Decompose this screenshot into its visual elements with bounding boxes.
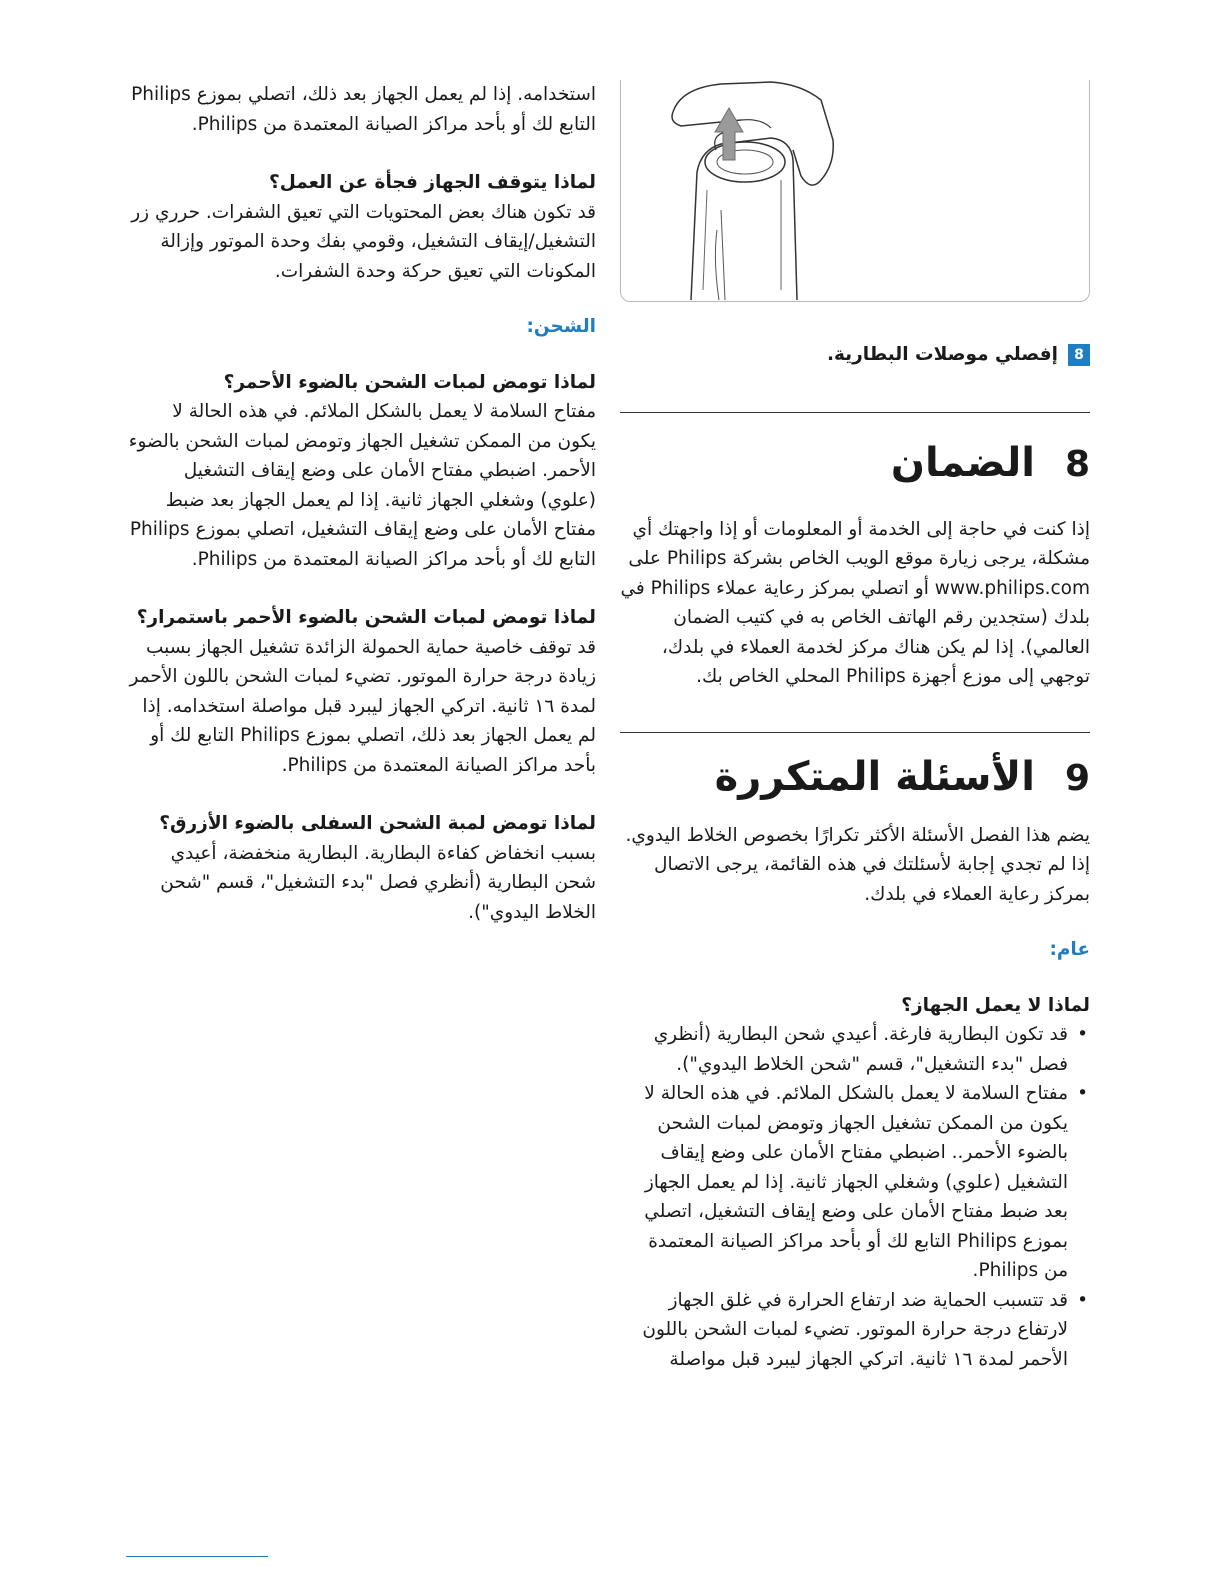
faq-blue-question: لماذا تومض لمبة الشحن السفلى بالضوء الأزرق؟ — [159, 813, 596, 834]
continued-text: استخدامه. إذا لم يعمل الجهاز بعد ذلك، اتصلي بموزع Philips التابع لك أو بأحد مراكز الصيانة المعتمدة من Philips. — [131, 84, 596, 135]
right-column — [620, 80, 1090, 1374]
charging-heading: الشحن: — [526, 316, 596, 337]
left-column — [128, 80, 596, 927]
list-item: • قد تكون البطارية فارغة. أعيدي شحن البطارية (أنظري فصل "بدء التشغيل"، قسم "شحن الخلاط اليدوي"). — [620, 1020, 1090, 1079]
faq-stops-answer: قد تكون هناك بعض المحتويات التي تعيق الشفرات. حرري زر التشغيل/إيقاف التشغيل، وقومي بفك وحدة الموتور وإزالة المكونات التي تعيق حركة وحدة الشفرات. — [131, 201, 596, 282]
list-item: • مفتاح السلامة لا يعمل بالشكل الملائم. في هذه الحالة لا يكون من الممكن تشغيل الجهاز وتومض لمبات الشحن بالضوء الأحمر.. اضبطي مفتاح الأمان على وضع إيقاف التشغيل (علوي) وشغلي الجهاز ثانية. إذا لم يعمل الجهاز بعد ضبط مفتاح الأمان على وضع إيقاف التشغيل، اتصلي بموزع Philips التابع لك أو بأحد مراكز الصيانة المعتمدة من Philips. — [620, 1079, 1090, 1286]
faq-blue-answer: بسبب انخفاض كفاءة البطارية. البطارية منخفضة، أعيدي شحن البطارية (أنظري فصل "بدء التشغيل"، قسم "شحن الخلاط اليدوي"). — [160, 842, 596, 923]
faq-title-text: الأسئلة المتكررة — [714, 753, 1035, 800]
step-number-badge: 8 — [1068, 344, 1090, 366]
faq-not-working-list — [620, 1020, 1090, 1374]
step-text: إفصلي موصلات البطارية. — [826, 344, 1058, 365]
footnote-rule — [126, 1556, 268, 1557]
faq-red-flash-answer: مفتاح السلامة لا يعمل بالشكل الملائم. في هذه الحالة لا يكون من الممكن تشغيل الجهاز وتومض لمبات الشحن بالضوء الأحمر. اضبطي مفتاح الأمان على وضع إيقاف التشغيل (علوي) وشغلي الجهاز ثانية. إذا لم يعمل الجهاز بعد ضبط مفتاح الأمان على وضع إيقاف التشغيل، اتصلي بموزع Philips التابع لك أو بأحد مراكز الصيانة المعتمدة من Philips. — [128, 401, 596, 570]
faq-red-flash-question: لماذا تومض لمبات الشحن بالضوء الأحمر؟ — [223, 371, 596, 393]
guarantee-title-text: الضمان — [890, 439, 1035, 486]
guarantee-number: 8 — [1064, 443, 1090, 485]
guarantee-title — [620, 435, 1090, 493]
hand-lifting-battery-icon — [621, 80, 1090, 302]
faq-number: 9 — [1064, 757, 1090, 799]
battery-illustration — [620, 80, 1090, 302]
list-item: • قد تتسبب الحماية ضد ارتفاع الحرارة في غلق الجهاز لارتفاع درجة حرارة الموتور. تضيء لمبات الشحن باللون الأحمر لمدة ١٦ ثانية. اتركي الجهاز ليبرد قبل مواصلة — [620, 1286, 1090, 1375]
faq-not-working-question: لماذا لا يعمل الجهاز؟ — [901, 994, 1090, 1016]
faq-red-continuous-question: لماذا تومض لمبات الشحن بالضوء الأحمر باستمرار؟ — [136, 607, 596, 628]
faq-intro: يضم هذا الفصل الأسئلة الأكثر تكرارًا بخصوص الخلاط اليدوي. إذا لم تجدي إجابة لأسئلتك في هذه القائمة، يرجى الاتصال بمركز رعاية العملاء في بلدك. — [625, 824, 1090, 905]
faq-stops-question: لماذا يتوقف الجهاز فجأة عن العمل؟ — [269, 172, 596, 193]
step-8 — [620, 340, 1090, 370]
faq-title — [620, 749, 1090, 807]
guarantee-body: إذا كنت في حاجة إلى الخدمة أو المعلومات أو إذا واجهتك أي مشكلة، يرجى زيارة موقع الويب الخاص بشركة Philips على www.philips.com أو اتصلي بمركز رعاية عملاء Philips في بلدك (ستجدين رقم الهاتف الخاص به في كتيب الضمان العالمي). إذا لم يكن هناك مركز لخدمة العملاء في بلدك، توجهي إلى موزع أجهزة Philips المحلي الخاص بك. — [620, 518, 1090, 687]
faq-red-continuous-answer: قد توقف خاصية حماية الحمولة الزائدة تشغيل الجهاز بسبب زيادة درجة حرارة الموتور. تضيء لمبات الشحن باللون الأحمر لمدة ١٦ ثانية. اتركي الجهاز ليبرد قبل مواصلة استخدامه. إذا لم يعمل الجهاز بعد ذلك، اتصلي بموزع Philips التابع لك أو بأحد مراكز الصيانة المعتمدة من Philips. — [129, 636, 596, 776]
general-heading: عام: — [1049, 939, 1090, 960]
